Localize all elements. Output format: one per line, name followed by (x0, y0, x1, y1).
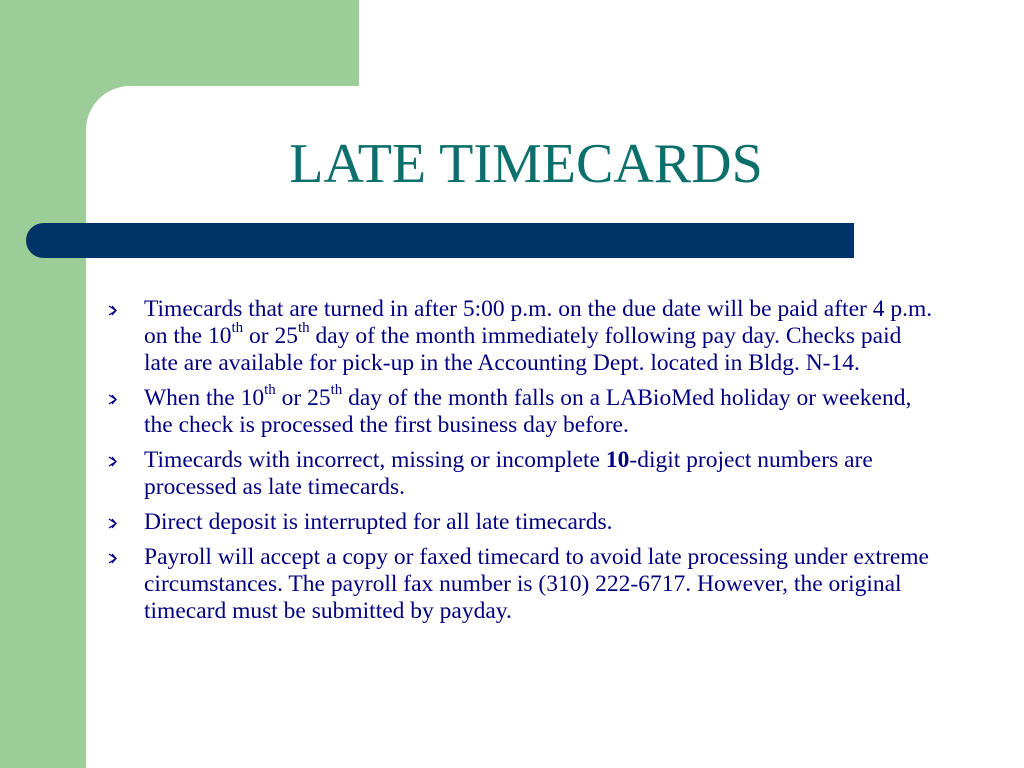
bullet-list (106, 296, 936, 633)
arrow-bullet-icon (108, 553, 118, 564)
title-underline-bar (26, 223, 854, 258)
text-segment: When the 10 (144, 385, 265, 411)
bullet-item (106, 447, 936, 501)
text-segment: day of the month falls on a LABioMed holiday or weekend, the check is processed the first business day before. (144, 385, 912, 438)
bullet-item (106, 544, 936, 625)
bullet-item (106, 509, 936, 536)
ordinal-suffix: th (297, 320, 310, 337)
ordinal-suffix: th (231, 320, 244, 337)
bold-text: 10 (605, 447, 630, 473)
ordinal-suffix: th (264, 382, 276, 399)
text-segment: Payroll will accept a copy or faxed timecard to avoid late processing under extreme circumstances. The payroll fax number is (310) 222-6717. However, the original timecard must be submitted by payday. (144, 544, 929, 624)
text-segment: Timecards with incorrect, missing or incomplete (144, 447, 606, 473)
text-segment: Timecards that are turned in after 5:00 p.m. on the due date will be paid after 4 p.m. on the 10 (144, 296, 933, 349)
text-segment: or 25 (243, 323, 298, 349)
arrow-bullet-icon (108, 518, 118, 529)
ordinal-suffix: th (330, 382, 343, 399)
bullet-text (144, 296, 932, 376)
bullet-text (144, 544, 929, 624)
arrow-bullet-icon (108, 456, 118, 467)
arrow-bullet-icon (108, 305, 118, 316)
text-segment: or 25 (275, 385, 331, 411)
text-segment: day of the month immediately following pay day. Checks paid late are available for pick-up in the Accounting Dept. located in Bldg. N-14. (144, 323, 902, 376)
bullet-text (144, 382, 912, 438)
slide-title: LATE TIMECARDS (289, 133, 763, 195)
bullet-item (106, 382, 936, 439)
bullet-text (144, 447, 873, 500)
text-segment: Direct deposit is interrupted for all late timecards. (144, 509, 613, 535)
arrow-bullet-icon (108, 394, 118, 405)
bullet-item (106, 296, 936, 377)
bullet-text (144, 509, 613, 535)
text-segment: -digit project numbers are processed as late timecards. (144, 447, 873, 500)
